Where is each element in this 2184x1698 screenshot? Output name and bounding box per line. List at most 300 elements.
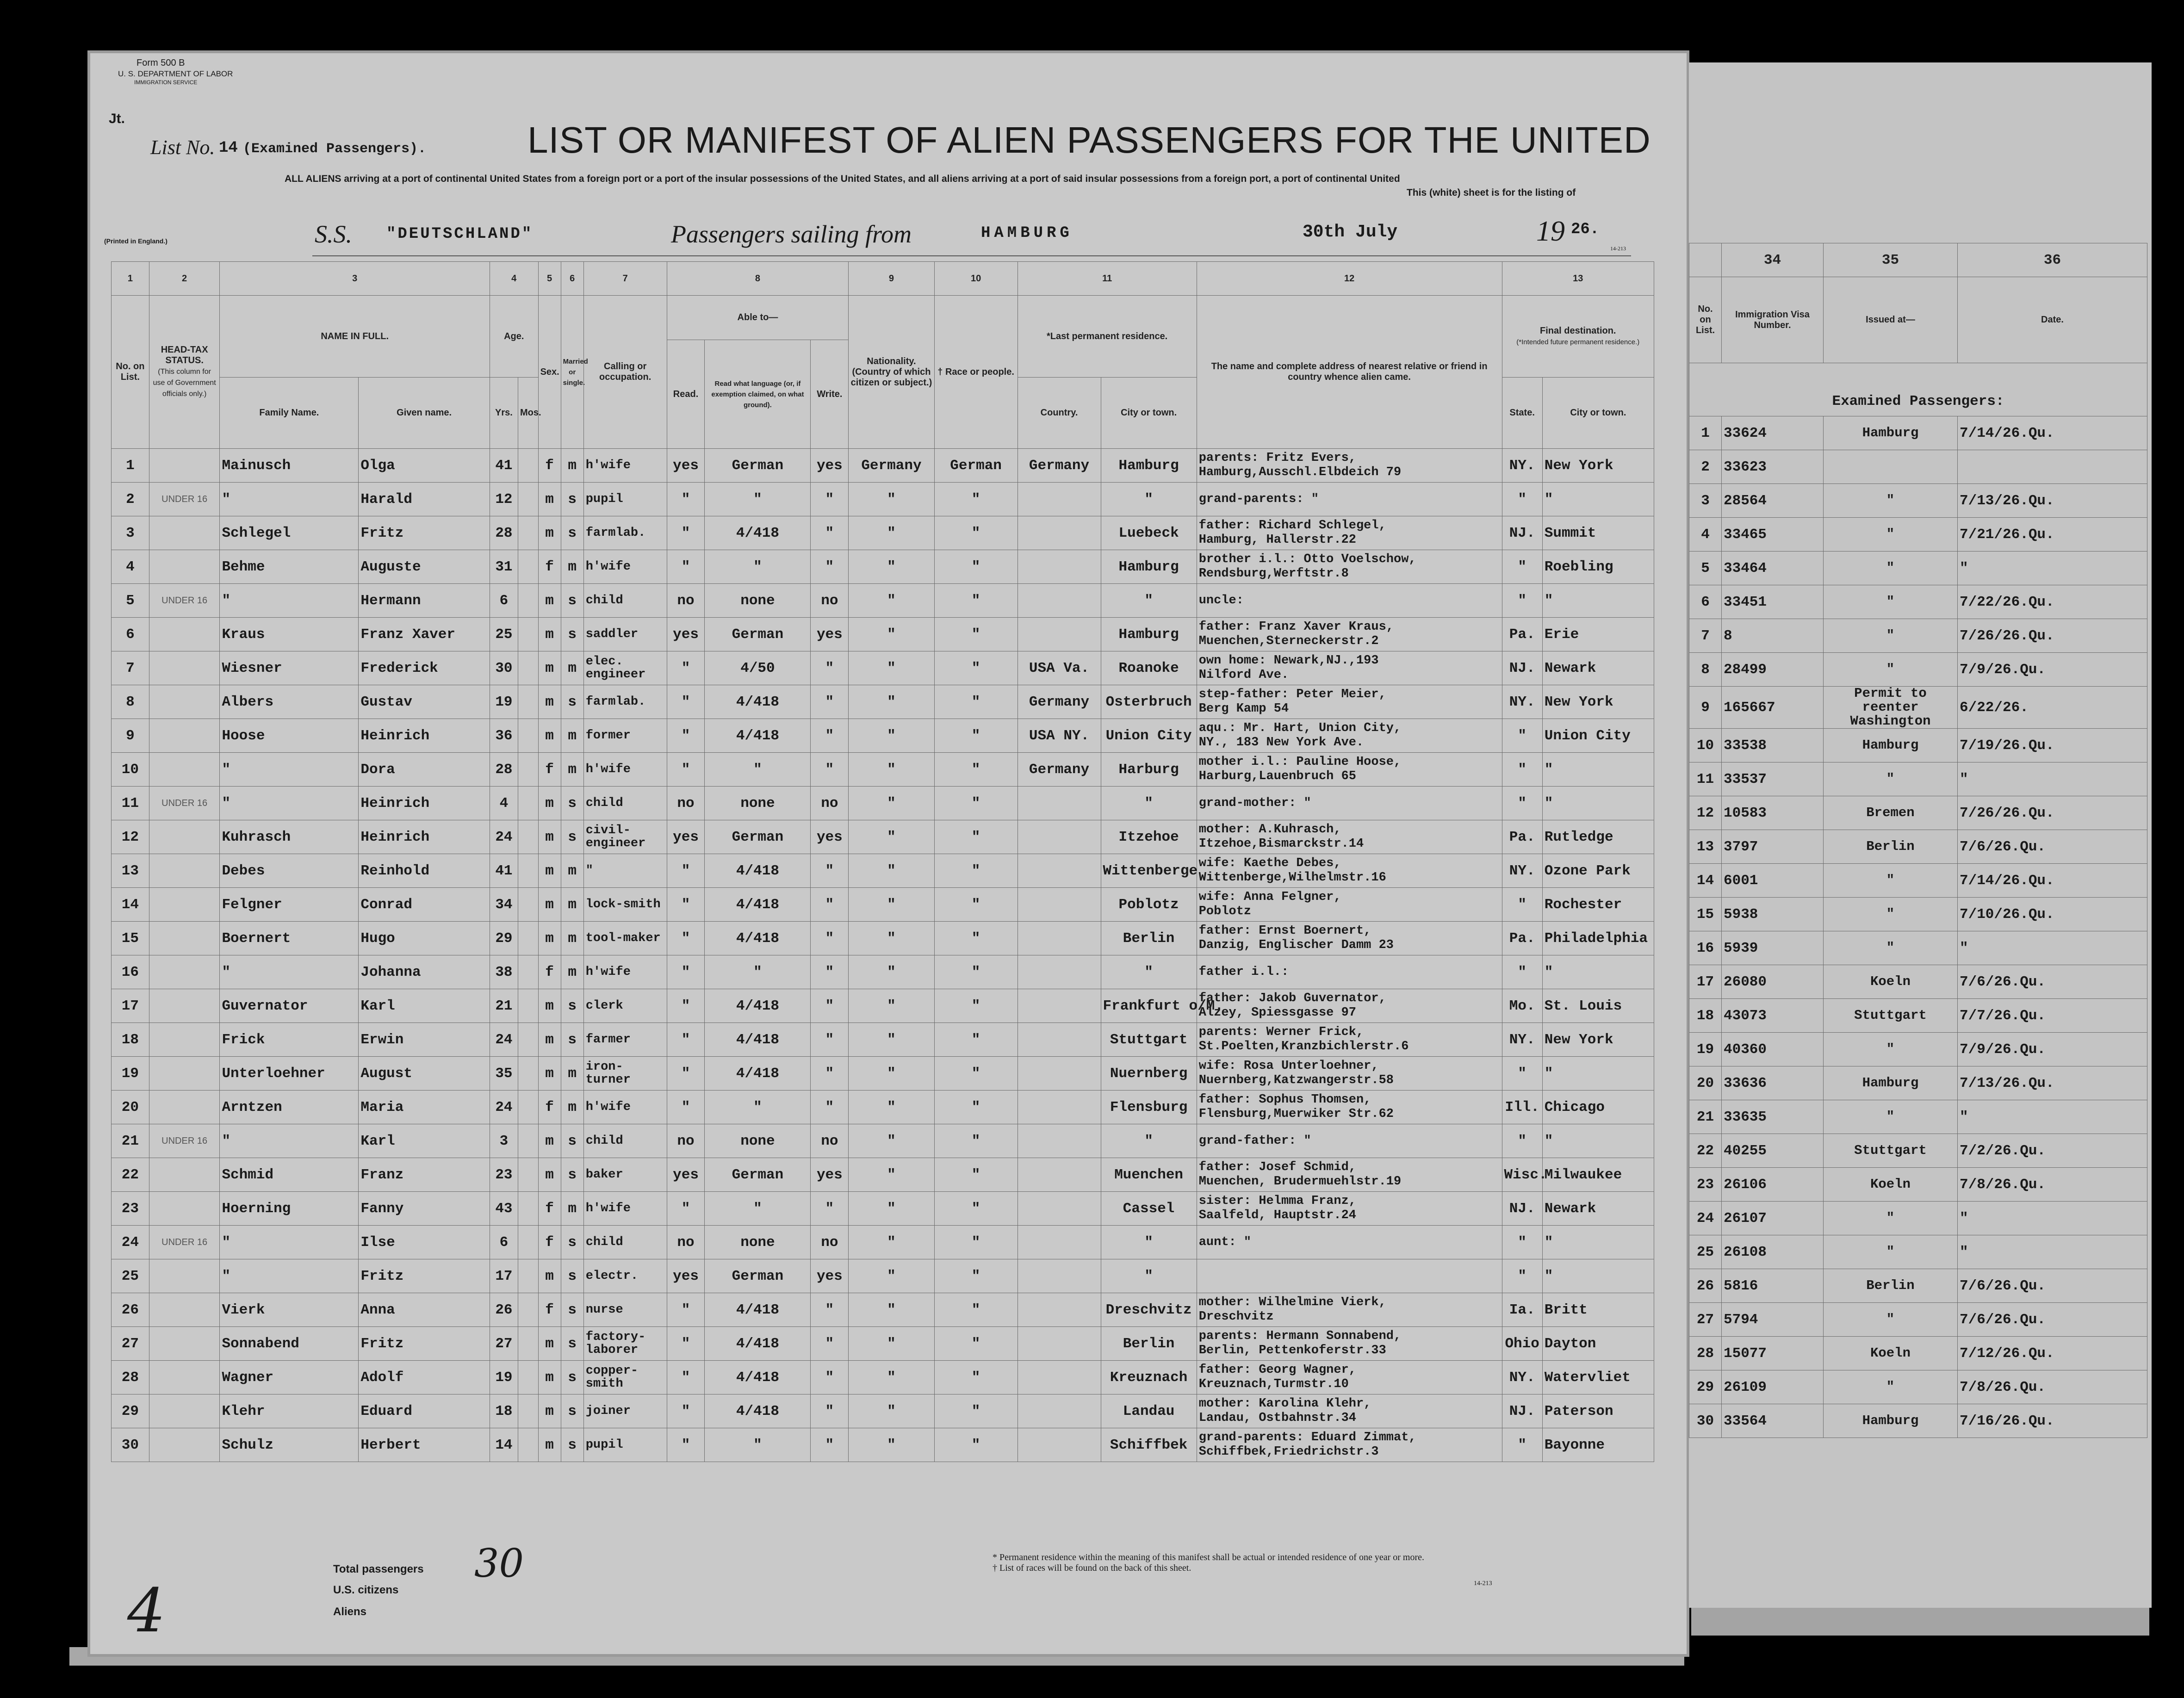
table-row: [112, 1091, 1654, 1124]
visa-row: [1689, 552, 2147, 585]
mos-cell: [518, 1428, 538, 1462]
no-cell: 2: [112, 483, 149, 516]
ms-cell: m: [561, 651, 583, 685]
header-given: Given name.: [359, 378, 490, 449]
visa-issued-cell: ": [1824, 653, 1958, 687]
ms-cell: m: [561, 753, 583, 787]
header-read-lang: Read what language (or, if exemption claimed, on what ground).: [705, 340, 811, 449]
no-cell: 18: [112, 1023, 149, 1057]
dest-cell: ": [1542, 1057, 1654, 1091]
colnum-10: 10: [934, 262, 1018, 296]
visa-row: [1689, 518, 2147, 552]
no-cell: 5: [112, 584, 149, 618]
write-cell: ": [811, 1361, 849, 1394]
nat-cell: ": [849, 516, 934, 550]
visa-visa-cell: 33465: [1722, 518, 1824, 552]
occ-cell: farmlab.: [583, 685, 667, 719]
sex-cell: m: [538, 1361, 561, 1394]
write-cell: ": [811, 1428, 849, 1462]
table-row: [112, 1192, 1654, 1226]
relative-line-2: NY., 183 New York Ave.: [1198, 736, 1364, 750]
dest-cell: ": [1542, 1259, 1654, 1293]
visa-issued-cell: Koeln: [1824, 1337, 1958, 1370]
nat-cell: ": [849, 1327, 934, 1361]
race-cell: ": [934, 584, 1018, 618]
dest-cell: ": [1542, 483, 1654, 516]
visa-date-cell: 7/2/26.Qu.: [1958, 1134, 2147, 1168]
nat-cell: ": [849, 1226, 934, 1259]
lang-cell: none: [705, 584, 811, 618]
visa-date-cell: 7/10/26.Qu.: [1958, 898, 2147, 931]
dest-cell: Philadelphia: [1542, 922, 1654, 955]
write-cell: yes: [811, 1259, 849, 1293]
mos-cell: [518, 1394, 538, 1428]
city-cell: ": [1101, 1124, 1197, 1158]
visa-date-cell: ": [1958, 1202, 2147, 1235]
city-cell: Dreschvitz: [1101, 1293, 1197, 1327]
city-cell: Muenchen: [1101, 1158, 1197, 1192]
visa-row: [1689, 931, 2147, 965]
race-cell: ": [934, 989, 1018, 1023]
table-row: [112, 1293, 1654, 1327]
write-cell: ": [811, 989, 849, 1023]
relative-cell: [1197, 787, 1502, 820]
state-cell: NJ.: [1502, 516, 1542, 550]
visa-row: [1689, 1370, 2147, 1404]
visa-issued-cell: Permit to reenter Washington: [1824, 687, 1958, 729]
relative-line-2: Schiffbek,Friedrichstr.3: [1198, 1445, 1379, 1459]
race-cell: ": [934, 1091, 1018, 1124]
visa-row: [1689, 864, 2147, 898]
country-cell: [1018, 1057, 1101, 1091]
sex-cell: f: [538, 550, 561, 584]
city-cell: Kreuznach: [1101, 1361, 1197, 1394]
yrs-cell: 6: [490, 1226, 518, 1259]
tax-cell: [149, 1293, 220, 1327]
read-cell: ": [667, 1023, 705, 1057]
dest-cell: ": [1542, 955, 1654, 989]
visa-no-cell: 12: [1689, 796, 1722, 830]
visa-date-cell: 6/22/26.: [1958, 687, 2147, 729]
mos-cell: [518, 483, 538, 516]
family-cell: Hoose: [220, 719, 359, 753]
lang-cell: 4/418: [705, 989, 811, 1023]
relative-cell: [1197, 820, 1502, 854]
colnum-6: 6: [561, 262, 583, 296]
header-occupation: Calling or occupation.: [583, 296, 667, 449]
visa-date-cell: 7/12/26.Qu.: [1958, 1337, 2147, 1370]
relative-cell: [1197, 449, 1502, 483]
visa-row: [1689, 796, 2147, 830]
sex-cell: m: [538, 1158, 561, 1192]
ms-cell: s: [561, 1361, 583, 1394]
dest-cell: Erie: [1542, 618, 1654, 651]
visa-no-cell: 15: [1689, 898, 1722, 931]
visa-header-issued: Issued at—: [1824, 277, 1958, 363]
sex-cell: m: [538, 1327, 561, 1361]
tax-cell: UNDER 16: [149, 787, 220, 820]
header-relative: The name and complete address of nearest relative or friend in country whence alien came.: [1197, 296, 1502, 449]
visa-no-cell: 25: [1689, 1235, 1722, 1269]
table-row: [112, 820, 1654, 854]
nat-cell: ": [849, 651, 934, 685]
given-cell: Heinrich: [359, 787, 490, 820]
relative-line-1: aqu.: Mr. Hart, Union City,: [1198, 721, 1402, 735]
lang-cell: German: [705, 1259, 811, 1293]
state-cell: Wisc.: [1502, 1158, 1542, 1192]
table-row: [112, 1259, 1654, 1293]
read-cell: ": [667, 550, 705, 584]
visa-no-cell: 23: [1689, 1168, 1722, 1202]
visa-issued-cell: Hamburg: [1824, 1066, 1958, 1100]
sex-cell: m: [538, 888, 561, 922]
write-cell: ": [811, 719, 849, 753]
country-cell: [1018, 584, 1101, 618]
lang-cell: none: [705, 787, 811, 820]
dest-cell: Watervliet: [1542, 1361, 1654, 1394]
family-cell: ": [220, 483, 359, 516]
visa-no-cell: 22: [1689, 1134, 1722, 1168]
visa-visa-cell: 5938: [1722, 898, 1824, 931]
visa-row: [1689, 619, 2147, 653]
table-row: [112, 1023, 1654, 1057]
lang-cell: none: [705, 1226, 811, 1259]
read-cell: ": [667, 989, 705, 1023]
mos-cell: [518, 516, 538, 550]
header-no: No. on List.: [112, 296, 149, 449]
visa-row: [1689, 687, 2147, 729]
table-row: [112, 955, 1654, 989]
no-cell: 12: [112, 820, 149, 854]
sex-cell: m: [538, 584, 561, 618]
state-cell: NJ.: [1502, 1394, 1542, 1428]
ms-cell: s: [561, 1327, 583, 1361]
city-cell: Hamburg: [1101, 550, 1197, 584]
lang-cell: 4/418: [705, 1327, 811, 1361]
city-cell: Hamburg: [1101, 449, 1197, 483]
tax-cell: UNDER 16: [149, 483, 220, 516]
tax-cell: [149, 854, 220, 888]
yrs-cell: 31: [490, 550, 518, 584]
country-cell: Germany: [1018, 449, 1101, 483]
write-cell: ": [811, 1192, 849, 1226]
table-row: [112, 449, 1654, 483]
list-label: List No.: [150, 136, 215, 159]
state-cell: ": [1502, 955, 1542, 989]
relative-line-2: Saalfeld, Hauptstr.24: [1198, 1208, 1356, 1222]
family-cell: Albers: [220, 685, 359, 719]
country-cell: [1018, 955, 1101, 989]
visa-date-cell: 7/16/26.Qu.: [1958, 1404, 2147, 1438]
read-cell: ": [667, 1428, 705, 1462]
visa-row: [1689, 1303, 2147, 1337]
yrs-cell: 19: [490, 685, 518, 719]
mos-cell: [518, 753, 538, 787]
given-cell: Johanna: [359, 955, 490, 989]
city-cell: ": [1101, 787, 1197, 820]
write-cell: ": [811, 955, 849, 989]
tax-cell: UNDER 16: [149, 584, 220, 618]
city-cell: Poblotz: [1101, 888, 1197, 922]
tax-cell: [149, 685, 220, 719]
visa-issued-cell: ": [1824, 1235, 1958, 1269]
nat-cell: ": [849, 618, 934, 651]
relative-line-2: Harburg,Lauenbruch 65: [1198, 769, 1356, 783]
read-cell: ": [667, 685, 705, 719]
sex-cell: m: [538, 922, 561, 955]
sex-cell: f: [538, 1293, 561, 1327]
nat-cell: ": [849, 719, 934, 753]
no-cell: 14: [112, 888, 149, 922]
year: 26.: [1571, 221, 1600, 238]
race-cell: ": [934, 787, 1018, 820]
mos-cell: [518, 651, 538, 685]
tax-cell: [149, 1327, 220, 1361]
visa-row: [1689, 1404, 2147, 1438]
yrs-cell: 12: [490, 483, 518, 516]
dest-cell: Bayonne: [1542, 1428, 1654, 1462]
relative-cell: [1197, 1023, 1502, 1057]
dest-cell: Union City: [1542, 719, 1654, 753]
visa-colnum-blank: [1689, 243, 1722, 277]
no-cell: 4: [112, 550, 149, 584]
visa-visa-cell: 33564: [1722, 1404, 1824, 1438]
relative-line-1: grand-parents: ": [1198, 492, 1319, 506]
yrs-cell: 18: [490, 1394, 518, 1428]
list-type: (Examined Passengers).: [243, 141, 427, 157]
relative-cell: [1197, 483, 1502, 516]
visa-visa-cell: 5816: [1722, 1269, 1824, 1303]
sex-cell: m: [538, 854, 561, 888]
form-number: Form 500 B: [136, 58, 185, 68]
relative-line-2: Nuernberg,Katzwangerstr.58: [1198, 1073, 1394, 1087]
header-state: State.: [1502, 378, 1542, 449]
nat-cell: ": [849, 550, 934, 584]
given-cell: Herbert: [359, 1428, 490, 1462]
tax-cell: [149, 1394, 220, 1428]
visa-issued-cell: ": [1824, 518, 1958, 552]
dest-cell: New York: [1542, 685, 1654, 719]
family-cell: Sonnabend: [220, 1327, 359, 1361]
tax-cell: [149, 1023, 220, 1057]
relative-line-2: Dreschvitz: [1198, 1310, 1274, 1324]
relative-line-2: Berlin, Pettenkoferstr.33: [1198, 1344, 1386, 1357]
table-row: [112, 719, 1654, 753]
sex-cell: m: [538, 787, 561, 820]
relative-cell: [1197, 1124, 1502, 1158]
state-cell: Ill.: [1502, 1091, 1542, 1124]
state-cell: ": [1502, 1057, 1542, 1091]
write-cell: ": [811, 516, 849, 550]
ship-name: "DEUTSCHLAND": [386, 225, 534, 243]
occ-cell: h'wife: [583, 1091, 667, 1124]
relative-cell: [1197, 888, 1502, 922]
header-headtax-note: (This column for use of Government officials only.): [153, 368, 216, 398]
given-cell: Ilse: [359, 1226, 490, 1259]
visa-visa-cell: 33624: [1722, 416, 1824, 450]
sex-cell: m: [538, 1023, 561, 1057]
yrs-cell: 4: [490, 787, 518, 820]
form-code: 14-213: [1610, 245, 1626, 252]
yrs-cell: 24: [490, 820, 518, 854]
table-row: [112, 651, 1654, 685]
yrs-cell: 21: [490, 989, 518, 1023]
visa-issued-cell: Berlin: [1824, 1269, 1958, 1303]
family-cell: Guvernator: [220, 989, 359, 1023]
country-cell: USA NY.: [1018, 719, 1101, 753]
visa-issued-cell: ": [1824, 585, 1958, 619]
relative-line-2: Alzey, Spiessgasse 97: [1198, 1006, 1356, 1020]
table-row: [112, 989, 1654, 1023]
relative-line-2: Rendsburg,Werftstr.8: [1198, 567, 1349, 581]
relative-cell: [1197, 516, 1502, 550]
ms-cell: m: [561, 955, 583, 989]
header-city: City or town.: [1101, 378, 1197, 449]
service: IMMIGRATION SERVICE: [134, 79, 198, 86]
relative-line-2: Muenchen,Sterneckerstr.2: [1198, 634, 1379, 648]
visa-row: [1689, 999, 2147, 1033]
ms-cell: m: [561, 854, 583, 888]
visa-date-cell: 7/19/26.Qu.: [1958, 729, 2147, 762]
country-cell: [1018, 922, 1101, 955]
write-cell: no: [811, 787, 849, 820]
ms-cell: s: [561, 483, 583, 516]
visa-issued-cell: ": [1824, 931, 1958, 965]
visa-visa-cell: 5794: [1722, 1303, 1824, 1337]
visa-issued-cell: Hamburg: [1824, 416, 1958, 450]
visa-issued-cell: [1824, 450, 1958, 484]
visa-no-cell: 20: [1689, 1066, 1722, 1100]
nat-cell: ": [849, 922, 934, 955]
visa-visa-cell: 33623: [1722, 450, 1824, 484]
visa-no-cell: 8: [1689, 653, 1722, 687]
ms-cell: m: [561, 1192, 583, 1226]
write-cell: ": [811, 922, 849, 955]
visa-row: [1689, 585, 2147, 619]
visa-section-title: Examined Passengers:: [1689, 363, 2147, 416]
printed-in: (Printed in England.): [104, 237, 168, 245]
mos-cell: [518, 922, 538, 955]
header-country: Country.: [1018, 378, 1101, 449]
manifest-subtitle-2: This (white) sheet is for the listing of: [1407, 187, 1576, 198]
mos-cell: [518, 1361, 538, 1394]
ms-cell: m: [561, 550, 583, 584]
mos-cell: [518, 820, 538, 854]
visa-no-cell: 28: [1689, 1337, 1722, 1370]
visa-no-cell: 11: [1689, 762, 1722, 796]
lang-cell: ": [705, 1192, 811, 1226]
colnum-9: 9: [849, 262, 934, 296]
relative-line-1: father: Georg Wagner,: [1198, 1363, 1356, 1377]
state-cell: ": [1502, 584, 1542, 618]
country-cell: [1018, 1192, 1101, 1226]
race-cell: ": [934, 1057, 1018, 1091]
nat-cell: ": [849, 1091, 934, 1124]
nat-cell: ": [849, 820, 934, 854]
nat-cell: ": [849, 1428, 934, 1462]
colnum-2: 2: [149, 262, 220, 296]
family-cell: Klehr: [220, 1394, 359, 1428]
city-cell: Stuttgart: [1101, 1023, 1197, 1057]
no-cell: 23: [112, 1192, 149, 1226]
yrs-cell: 28: [490, 753, 518, 787]
relative-cell: [1197, 584, 1502, 618]
relative-cell: [1197, 854, 1502, 888]
tax-cell: [149, 1259, 220, 1293]
total-label: Total passengers: [333, 1563, 424, 1575]
mos-cell: [518, 1057, 538, 1091]
visa-row: [1689, 1134, 2147, 1168]
visa-colnum-35: 35: [1824, 243, 1958, 277]
nat-cell: ": [849, 1394, 934, 1428]
race-cell: ": [934, 1158, 1018, 1192]
race-cell: ": [934, 719, 1018, 753]
ms-cell: s: [561, 820, 583, 854]
occ-cell: h'wife: [583, 550, 667, 584]
lang-cell: ": [705, 1428, 811, 1462]
mos-cell: [518, 955, 538, 989]
read-cell: no: [667, 787, 705, 820]
colnum-13: 13: [1502, 262, 1654, 296]
relative-line-1: mother i.l.: Pauline Hoose,: [1198, 755, 1402, 769]
manifest-subtitle: ALL ALIENS arriving at a port of continental United States from a foreign port or a port of the insular possessions of the United States, and all aliens arriving at a port of said insular possessions from a foreign port, a port of continental United: [285, 174, 1400, 184]
sex-cell: m: [538, 719, 561, 753]
page-mark: 4: [127, 1575, 166, 1646]
read-cell: ": [667, 854, 705, 888]
relative-cell: [1197, 550, 1502, 584]
country-cell: [1018, 1293, 1101, 1327]
table-row: [112, 1226, 1654, 1259]
mos-cell: [518, 1124, 538, 1158]
occ-cell: saddler: [583, 618, 667, 651]
visa-row: [1689, 416, 2147, 450]
visa-row: [1689, 965, 2147, 999]
no-cell: 6: [112, 618, 149, 651]
occ-cell: iron-turner: [583, 1057, 667, 1091]
tax-cell: [149, 550, 220, 584]
city-cell: Union City: [1101, 719, 1197, 753]
occ-cell: clerk: [583, 989, 667, 1023]
race-cell: ": [934, 922, 1018, 955]
visa-row: [1689, 830, 2147, 864]
country-cell: [1018, 1091, 1101, 1124]
occ-cell: pupil: [583, 1428, 667, 1462]
read-cell: yes: [667, 1158, 705, 1192]
occ-cell: nurse: [583, 1293, 667, 1327]
visa-row: [1689, 1269, 2147, 1303]
state-cell: NY.: [1502, 1023, 1542, 1057]
passenger-table: [111, 261, 1654, 1462]
given-cell: Maria: [359, 1091, 490, 1124]
lang-cell: ": [705, 955, 811, 989]
relative-line-1: father: Ernst Boernert,: [1198, 924, 1371, 938]
race-cell: ": [934, 651, 1018, 685]
dest-cell: ": [1542, 753, 1654, 787]
visa-date-cell: ": [1958, 931, 2147, 965]
passenger-rows: [112, 449, 1654, 1462]
state-cell: NY.: [1502, 685, 1542, 719]
family-cell: Behme: [220, 550, 359, 584]
relative-line-2: Hamburg,Ausschl.Elbdeich 79: [1198, 465, 1402, 479]
write-cell: no: [811, 584, 849, 618]
visa-issued-cell: Koeln: [1824, 1168, 1958, 1202]
occ-cell: lock-smith: [583, 888, 667, 922]
visa-no-cell: 6: [1689, 585, 1722, 619]
state-cell: ": [1502, 1259, 1542, 1293]
country-cell: [1018, 820, 1101, 854]
visa-header-no: No. on List.: [1689, 277, 1722, 363]
city-cell: ": [1101, 483, 1197, 516]
